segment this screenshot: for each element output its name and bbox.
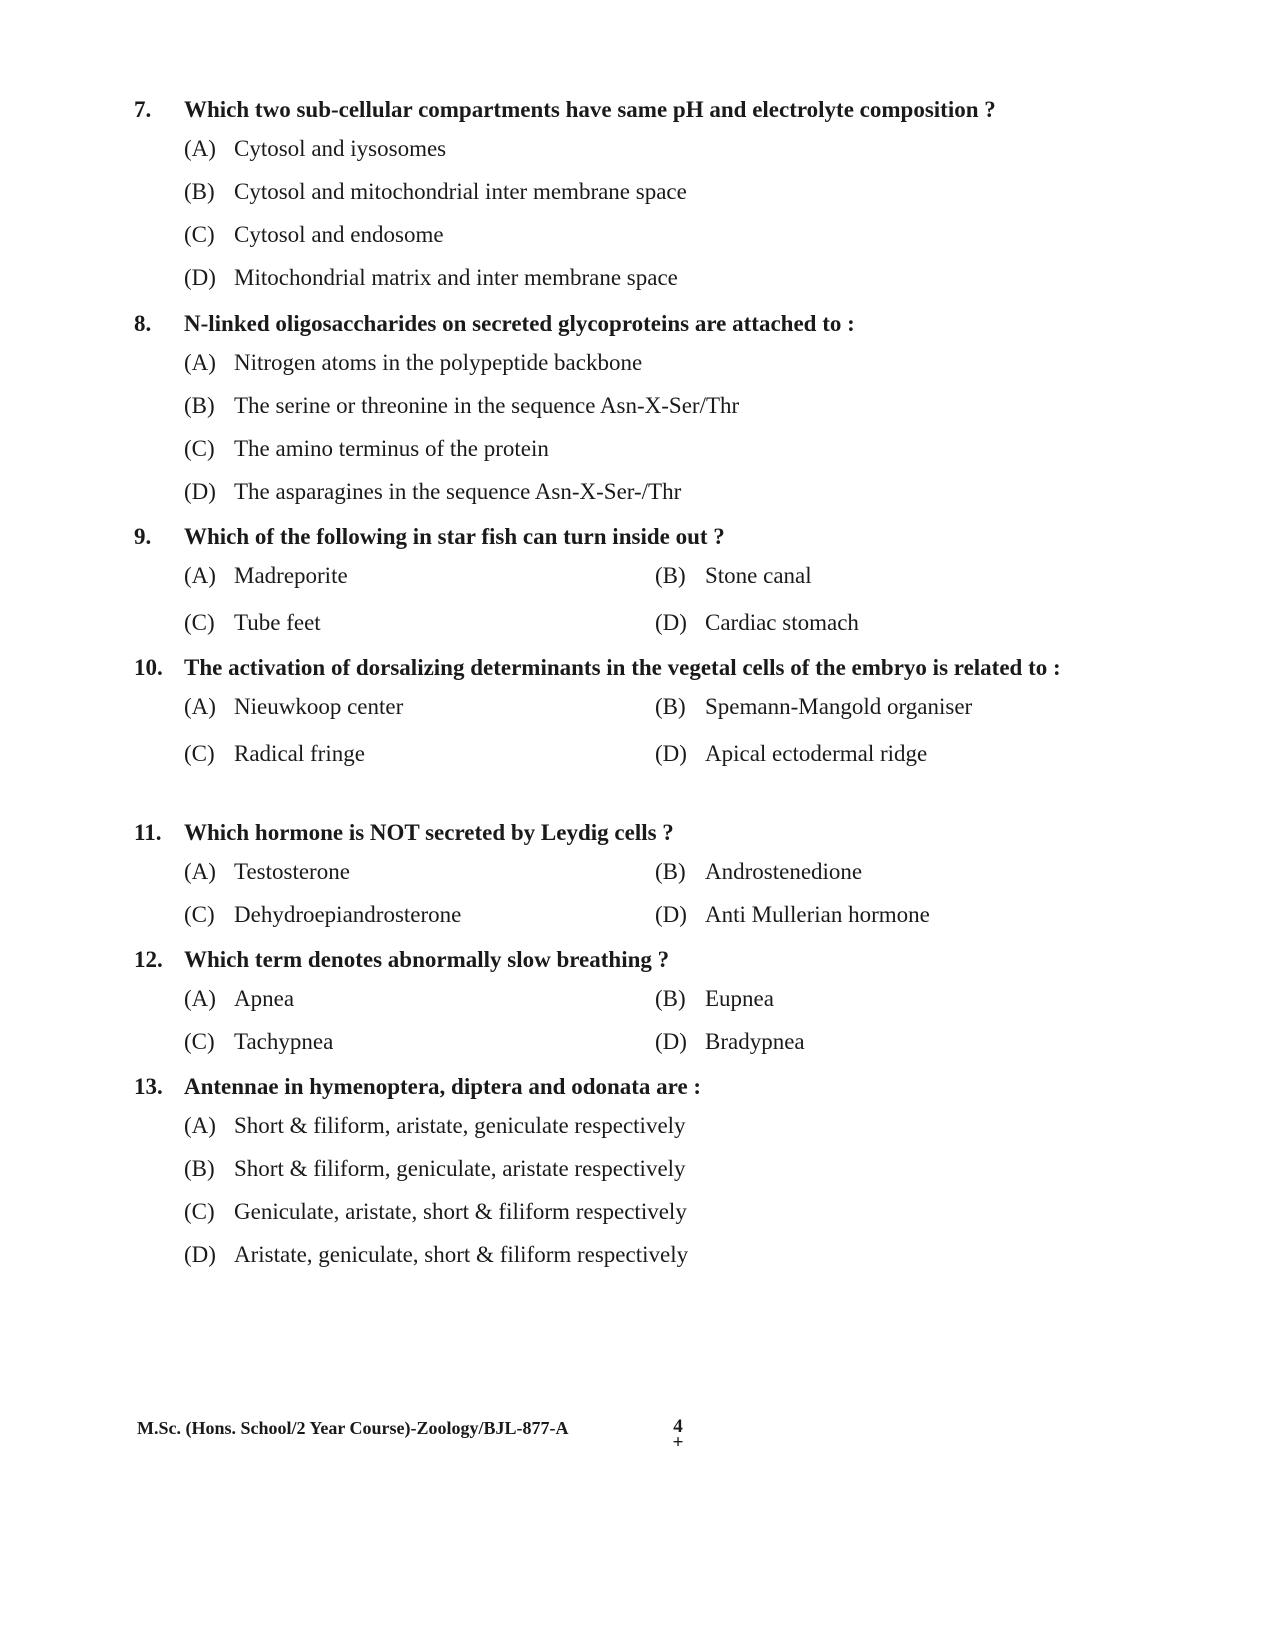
options-list [184, 135, 1094, 292]
question-text: Which term denotes abnormally slow breathing ? [184, 947, 670, 972]
option-d [655, 740, 1055, 768]
option-text: Apical ectodermal ridge [705, 741, 928, 766]
plus-mark: + [672, 1432, 684, 1453]
option-text: The amino terminus of the protein [234, 436, 549, 461]
option-text: Aristate, geniculate, short & filiform respectively [234, 1242, 689, 1267]
question-13 [134, 1070, 1094, 1269]
options-grid [184, 562, 1094, 637]
option-letter: (B) [655, 859, 686, 884]
option-a [184, 985, 655, 1013]
option-letter: (A) [184, 986, 216, 1011]
page-number: 4 [673, 1416, 683, 1437]
question-7 [134, 93, 1094, 292]
option-letter: (A) [184, 136, 216, 161]
option-a [184, 349, 1094, 377]
option-d [655, 901, 1055, 929]
course-code-footer: M.Sc. (Hons. School/2 Year Course)-Zoology/BJL-877-A [137, 1418, 569, 1438]
option-b [655, 693, 1055, 721]
question-text: N-linked oligosaccharides on secreted glycoproteins are attached to : [184, 311, 855, 336]
option-letter: (C) [184, 222, 215, 247]
question-text: Which hormone is NOT secreted by Leydig cells ? [184, 820, 674, 845]
option-text: Bradypnea [705, 1029, 805, 1054]
question-number: 7. [134, 97, 152, 122]
question-10-stem [134, 651, 1094, 685]
option-text: The serine or threonine in the sequence Asn-X-Ser/Thr [234, 393, 740, 418]
option-text: Cytosol and mitochondrial inter membrane space [234, 179, 687, 204]
option-letter: (D) [184, 479, 216, 504]
option-c [184, 1198, 1094, 1226]
option-d [184, 264, 1094, 292]
option-text: Tube feet [234, 610, 321, 635]
question-text: Which of the following in star fish can turn inside out ? [184, 524, 725, 549]
option-text: Cytosol and iysosomes [234, 136, 447, 161]
option-text: Tachypnea [234, 1029, 334, 1054]
option-letter: (D) [655, 610, 687, 635]
option-text: Cytosol and endosome [234, 222, 444, 247]
question-number: 9. [134, 524, 152, 549]
question-7-stem [134, 93, 1094, 127]
options-grid [184, 693, 1094, 768]
options-grid [184, 985, 1094, 1056]
question-number: 12. [134, 947, 163, 972]
option-letter: (D) [655, 1029, 687, 1054]
option-letter: (D) [655, 902, 687, 927]
option-a [184, 1112, 1094, 1140]
option-text: Dehydroepiandrosterone [234, 902, 462, 927]
option-text: Testosterone [234, 859, 350, 884]
option-letter: (C) [184, 1199, 215, 1224]
option-text: Androstenedione [705, 859, 863, 884]
option-text: Stone canal [705, 563, 812, 588]
option-b [184, 392, 1094, 420]
option-text: Mitochondrial matrix and inter membrane space [234, 265, 678, 290]
options-list [184, 1112, 1094, 1269]
question-number: 10. [134, 655, 163, 680]
option-b [655, 562, 1055, 590]
option-text: The asparagines in the sequence Asn-X-Ser-/Thr [234, 479, 682, 504]
question-number: 11. [134, 820, 162, 845]
option-letter: (C) [184, 436, 215, 461]
option-b [184, 178, 1094, 206]
option-d [184, 1241, 1094, 1269]
option-text: Spemann-Mangold organiser [705, 694, 973, 719]
option-letter: (B) [655, 694, 686, 719]
option-a [184, 562, 655, 590]
option-a [184, 135, 1094, 163]
question-number: 8. [134, 311, 152, 336]
option-letter: (B) [655, 986, 686, 1011]
option-c [184, 221, 1094, 249]
question-9-stem [134, 520, 1094, 554]
option-letter: (D) [184, 265, 216, 290]
question-11-stem [134, 816, 1094, 850]
option-letter: (D) [655, 741, 687, 766]
option-a [184, 693, 655, 721]
question-text: Antennae in hymenoptera, diptera and odonata are : [184, 1074, 702, 1099]
option-text: Nitrogen atoms in the polypeptide backbone [234, 350, 643, 375]
option-text: Apnea [234, 986, 295, 1011]
option-text: Eupnea [705, 986, 774, 1011]
question-10 [134, 651, 1094, 768]
question-12 [134, 943, 1094, 1056]
option-b [184, 1155, 1094, 1183]
option-b [655, 858, 1055, 886]
option-c [184, 901, 655, 929]
option-text: Anti Mullerian hormone [705, 902, 930, 927]
option-a [184, 858, 655, 886]
option-b [655, 985, 1055, 1013]
option-letter: (B) [184, 179, 215, 204]
option-text: Madreporite [234, 563, 348, 588]
question-text: The activation of dorsalizing determinants in the vegetal cells of the embryo is related to : [184, 655, 1061, 680]
option-letter: (A) [184, 350, 216, 375]
option-letter: (C) [184, 902, 215, 927]
option-letter: (C) [184, 610, 215, 635]
option-c [184, 740, 655, 768]
option-d [184, 478, 1094, 506]
question-12-stem [134, 943, 1094, 977]
option-text: Nieuwkoop center [234, 694, 404, 719]
question-13-stem [134, 1070, 1094, 1104]
question-11 [134, 816, 1094, 929]
option-c [184, 609, 655, 637]
option-letter: (A) [184, 694, 216, 719]
option-c [184, 435, 1094, 463]
option-letter: (B) [655, 563, 686, 588]
question-8-stem [134, 307, 1094, 341]
question-number: 13. [134, 1074, 163, 1099]
question-8 [134, 307, 1094, 506]
option-letter: (A) [184, 859, 216, 884]
option-c [184, 1028, 655, 1056]
option-letter: (D) [184, 1242, 216, 1267]
question-text: Which two sub-cellular compartments have same pH and electrolyte composition ? [184, 97, 996, 122]
option-letter: (B) [184, 1156, 215, 1181]
options-grid [184, 858, 1094, 929]
option-text: Cardiac stomach [705, 610, 859, 635]
option-d [655, 609, 1055, 637]
question-9 [134, 520, 1094, 637]
option-letter: (B) [184, 393, 215, 418]
option-text: Short & filiform, geniculate, aristate respectively [234, 1156, 686, 1181]
option-text: Radical fringe [234, 741, 365, 766]
option-letter: (A) [184, 563, 216, 588]
option-text: Geniculate, aristate, short & filiform respectively [234, 1199, 687, 1224]
option-letter: (C) [184, 741, 215, 766]
option-d [655, 1028, 1055, 1056]
option-letter: (A) [184, 1113, 216, 1138]
options-list [184, 349, 1094, 506]
option-letter: (C) [184, 1029, 215, 1054]
option-text: Short & filiform, aristate, geniculate respectively [234, 1113, 686, 1138]
